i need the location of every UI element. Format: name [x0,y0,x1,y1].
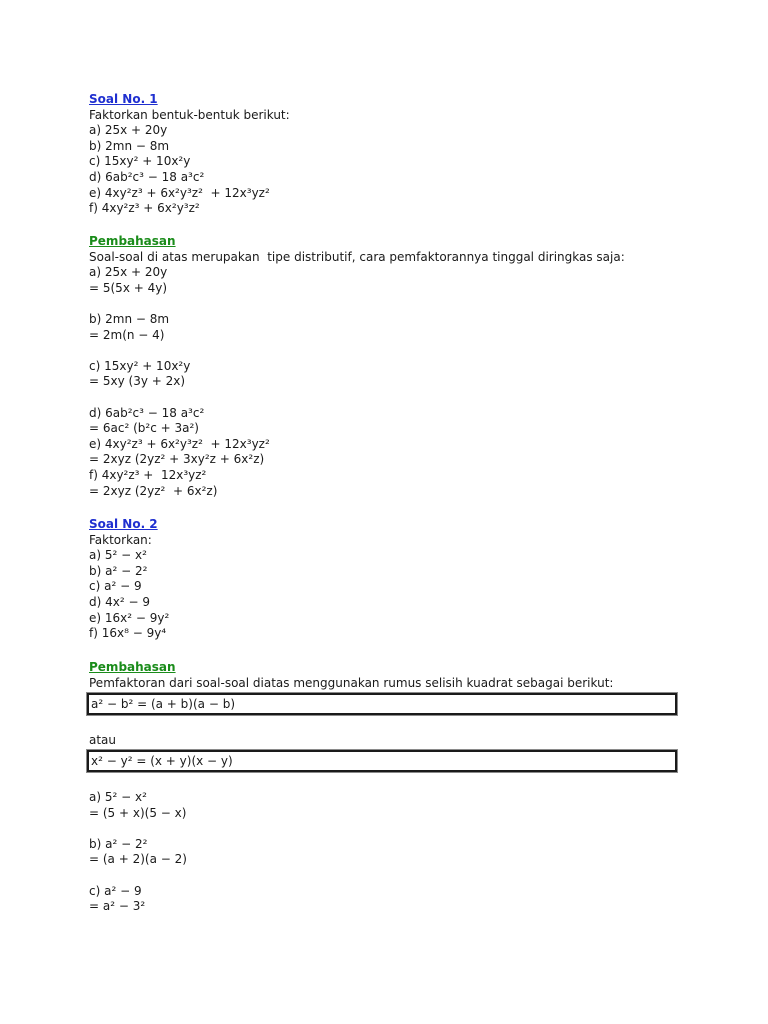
text-line: c) a² − 9 [89,883,142,898]
text-line: a) 5² − x² [89,790,147,804]
text-line: Soal-soal di atas merupakan tipe distributif, cara pemfaktorannya tinggal diringkas saja: [89,249,625,264]
pembahasan-2-title: Pembahasan [89,660,176,674]
text-line: c) 15xy² + 10x²y [89,358,191,373]
text-line: e) 16x² − 9y² [89,610,170,625]
text-line: e) 4xy²z³ + 6x²y³z² + 12x³yz² [89,185,270,200]
text-line: = 2xyz (2yz² + 3xy²z + 6x²z) [89,452,265,467]
text-line: d) 6ab²c³ − 18 a³c² [89,405,205,420]
text-line: f) 4xy²z³ + 6x²y³z² [89,201,200,216]
pembahasan-1-block [89,234,625,499]
formula-box-xy: x² − y² = (x + y)(x − y) [87,750,677,772]
text-line: e) 4xy²z³ + 6x²y³z² + 12x³yz² [89,436,270,451]
formula-box-ab: a² − b² = (a + b)(a − b) [87,693,677,715]
text-line: f) 4xy²z³ + 12x³yz² [89,467,207,482]
pembahasan-2-lines [89,790,187,915]
text-line [89,296,625,312]
text-line: Faktorkan: [89,532,152,547]
text-line: = (5 + x)(5 − x) [89,805,187,820]
soal-1-title: Soal No. 1 [89,92,158,106]
soal-2-block [89,517,169,642]
text-line: b) 2mn − 8m [89,311,170,326]
text-line: = 2xyz (2yz² + 6x²z) [89,483,218,498]
pembahasan-2-block [89,660,613,691]
soal-2-title: Soal No. 2 [89,517,158,531]
pembahasan-2-answers [89,790,187,915]
text-line: a) 5² − x² [89,548,147,563]
text-line: = 2m(n − 4) [89,327,165,342]
text-line [89,868,187,884]
text-line: = a² − 3² [89,899,146,914]
text-line: c) 15xy² + 10x²y [89,154,191,169]
text-line: d) 6ab²c³ − 18 a³c² [89,169,205,184]
text-line: = (a + 2)(a − 2) [89,852,187,867]
soal-1-lines [89,108,290,217]
text-line: f) 16x⁸ − 9y⁴ [89,626,167,641]
atau-block [89,733,116,749]
text-line [89,390,625,406]
text-line: = 5(5x + 4y) [89,280,168,295]
text-line: b) a² − 2² [89,563,148,578]
text-line: c) a² − 9 [89,579,142,594]
text-line: = 6ac² (b²c + 3a²) [89,421,199,436]
text-line: = 5xy (3y + 2x) [89,374,186,389]
text-line: a) 25x + 20y [89,265,168,280]
text-line: b) 2mn − 8m [89,138,170,153]
pembahasan-2-intro: Pemfaktoran dari soal-soal diatas menggunakan rumus selisih kuadrat sebagai berikut: [89,675,614,690]
pembahasan-1-lines [89,250,625,500]
text-line [89,343,625,359]
text-line [89,821,187,837]
text-line: b) a² − 2² [89,836,148,851]
soal-1-block [89,92,290,217]
atau-text: atau [89,733,117,747]
text-line: a) 25x + 20y [89,123,168,138]
soal-2-lines [89,533,169,642]
text-line: d) 4x² − 9 [89,594,150,609]
pembahasan-1-title: Pembahasan [89,234,176,248]
text-line: Faktorkan bentuk-bentuk berikut: [89,107,290,122]
